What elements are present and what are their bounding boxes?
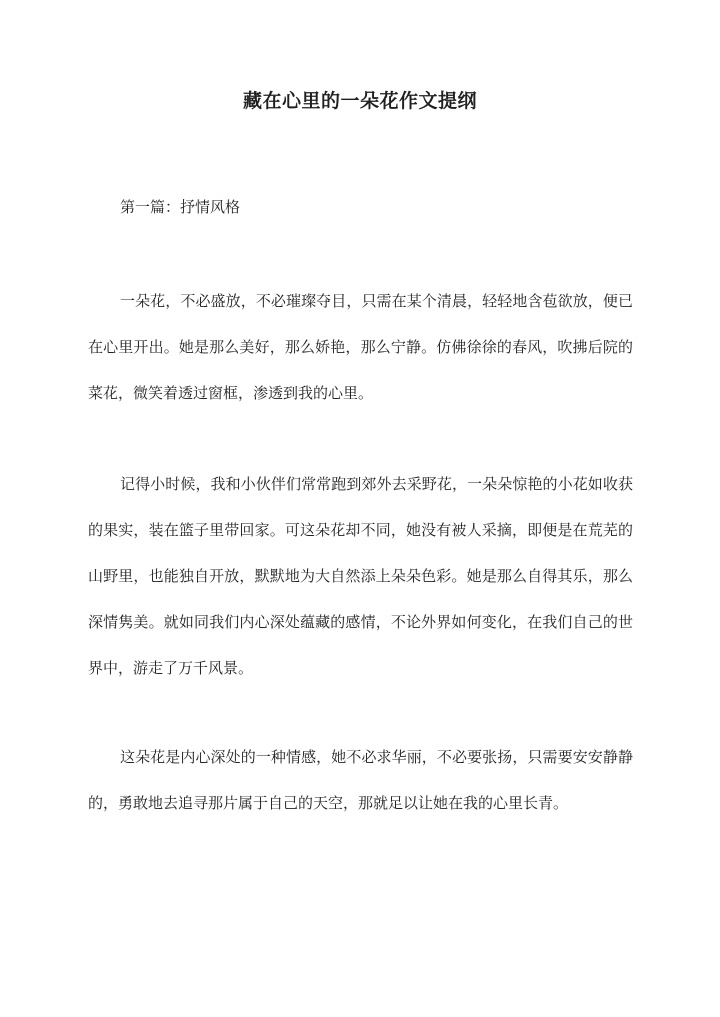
paragraph-1: 一朵花，不必盛放，不必璀璨夺目，只需在某个清晨，轻轻地含苞欲放，便已在心里开出。她是那么美好，那么娇艳，那么宁静。仿佛徐徐的春风，吹拂后院的菜花，微笑着透过窗框，渗透到我的心里。: [88, 292, 633, 402]
section-heading: 第一篇：抒情风格: [120, 198, 241, 216]
paragraph-3: 这朵花是内心深处的一种情感，她不必求华丽，不必要张扬，只需要安安静静的，勇敢地去追寻那片属于自己的天空，那就足以让她在我的心里长青。: [88, 748, 633, 812]
paragraph-2: 记得小时候，我和小伙伴们常常跑到郊外去采野花，一朵朵惊艳的小花如收获的果实，装在篮子里带回家。可这朵花却不同，她没有被人采摘，即便是在荒芜的山野里，也能独自开放，默默地为大自然添上朵朵色彩。她是那么自得其乐，那么深情隽美。就如同我们内心深处蕴藏的感情，不论外界如何变化，在我们自己的世界中，游走了万千风景。: [88, 475, 633, 677]
document-title: 藏在心里的一朵花作文提纲: [242, 90, 477, 112]
